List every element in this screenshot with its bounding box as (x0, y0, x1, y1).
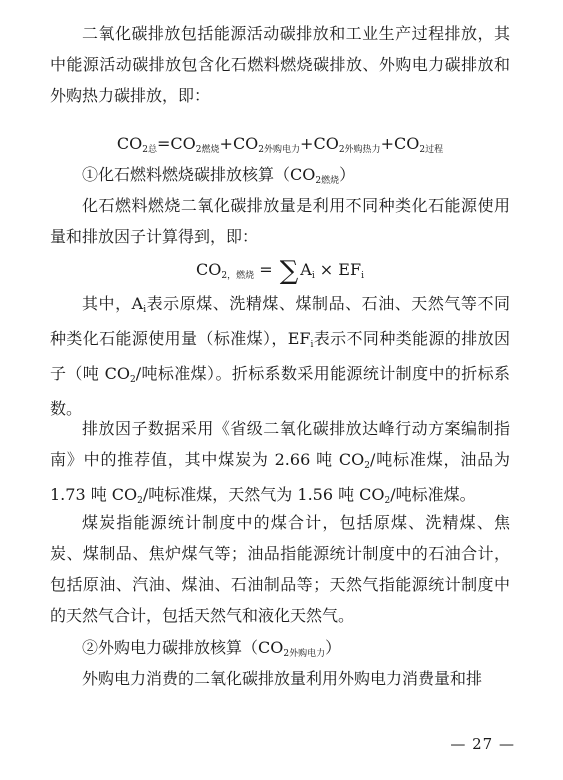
text-run: 表示不同种类能源的排放因子（吨 CO (50, 329, 510, 383)
formula-term: CO (232, 134, 259, 153)
formula-term: CO (170, 134, 196, 153)
formula-term: CO (313, 134, 339, 153)
formula-op: = (254, 260, 278, 279)
text-sub: 2 (384, 496, 391, 506)
formula-sub-label: ，燃烧 (227, 271, 255, 281)
formula-op: + (380, 134, 394, 153)
heading-sub: 2 (283, 649, 290, 659)
formula-sub: i (361, 271, 364, 281)
formula-term: CO (393, 134, 420, 153)
formula-op: × (314, 260, 339, 279)
formula-sub-elec: 外购电力 (264, 145, 301, 155)
text-sub: i (310, 340, 314, 350)
paragraph-intro-text: 二氧化碳排放包括能源活动碳排放和工业生产过程排放，其中能源活动碳排放包含化石燃料燃烧碳排放、外购电力碳排放和外购热力碳排放，即： (50, 24, 510, 105)
heading-sub: 2 (315, 176, 322, 186)
paragraph-fossil-method (50, 190, 510, 252)
heading-text: ②外购电力碳排放核算（CO (82, 638, 284, 657)
formula-term: A (300, 260, 312, 279)
sum-symbol: ∑ (279, 255, 299, 286)
text-run: 表示原煤、洗精煤、煤制品、石油、天然气等不同种类化石能源使用量（标准煤），EF (50, 294, 510, 348)
formula-sub: 2 (195, 145, 202, 155)
paragraph-text: 化石燃料燃烧二氧化碳排放量是利用不同种类化石能源使用量和排放因子计算得到，即： (50, 196, 510, 246)
heading-sub-label: 燃烧 (321, 176, 340, 186)
text-sub: 2 (137, 496, 143, 506)
heading-close: ） (339, 165, 356, 184)
text-sub: 2 (130, 375, 136, 385)
paragraph-electricity (50, 663, 510, 694)
formula-sub-total: 总 (148, 145, 158, 155)
formula-op: = (157, 134, 171, 153)
formula-sub: i (311, 271, 315, 281)
paragraph-emission-factors (50, 413, 510, 514)
formula-sub: 2 (142, 145, 148, 155)
formula-op: + (219, 134, 233, 153)
formula-sub: 2 (258, 145, 265, 155)
paragraph-text: 外购电力消费的二氧化碳排放量利用外购电力消费量和排 (82, 669, 483, 688)
paragraph-intro (50, 18, 510, 111)
heading-sub-label: 外购电力 (289, 649, 326, 659)
formula-sub-fuel: 燃烧 (201, 145, 220, 155)
heading-fossil-fuel (50, 159, 510, 194)
formula-sub: 2 (419, 145, 426, 155)
heading-purchased-electricity (50, 632, 510, 667)
text-sub: 2 (364, 461, 370, 471)
formula-op: + (300, 134, 314, 153)
heading-close: ） (325, 638, 342, 657)
paragraph-text: 煤炭指能源统计制度中的煤合计，包括原煤、洗精煤、焦炭、煤制品、焦炉煤气等；油品指能源统计制度中的石油合计，包括原油、汽油、煤油、石油制品等；天然气指能源统计制度中的天然气合计，包括天然气和液化天然气。 (50, 513, 510, 625)
text-sub: i (143, 305, 147, 315)
text-run: /吨标准煤。 (390, 485, 476, 504)
text-run: /吨标准煤，天然气为 1.56 吨 CO (142, 485, 385, 504)
page-number: — 27 — (450, 735, 515, 753)
heading-text: ①化石燃料燃烧碳排放核算（CO (82, 165, 316, 184)
formula-sub-heat: 外购热力 (344, 145, 381, 155)
formula-term: CO (116, 134, 143, 153)
formula-term: EF (338, 260, 362, 279)
formula-sub: 2 (338, 145, 345, 155)
paragraph-where (50, 288, 510, 424)
paragraph-definitions (50, 507, 510, 631)
text-run: /吨标准煤）。折标系数采用能源统计制度中的折标系数。 (50, 364, 510, 418)
formula-sub-process: 过程 (425, 145, 444, 155)
text-run: /吨标准煤，油品为 1.73 吨 CO (50, 450, 510, 504)
formula-term: CO (196, 260, 222, 279)
formula-fuel (50, 254, 510, 289)
formula-sub: 2 (221, 271, 228, 281)
text-run: 排放因子数据采用《省级二氧化碳排放达峰行动方案编制指南》中的推荐值，其中煤炭为 2.66 吨 CO (50, 419, 510, 469)
text-run: 其中，A (82, 294, 144, 313)
formula-total (50, 128, 510, 163)
